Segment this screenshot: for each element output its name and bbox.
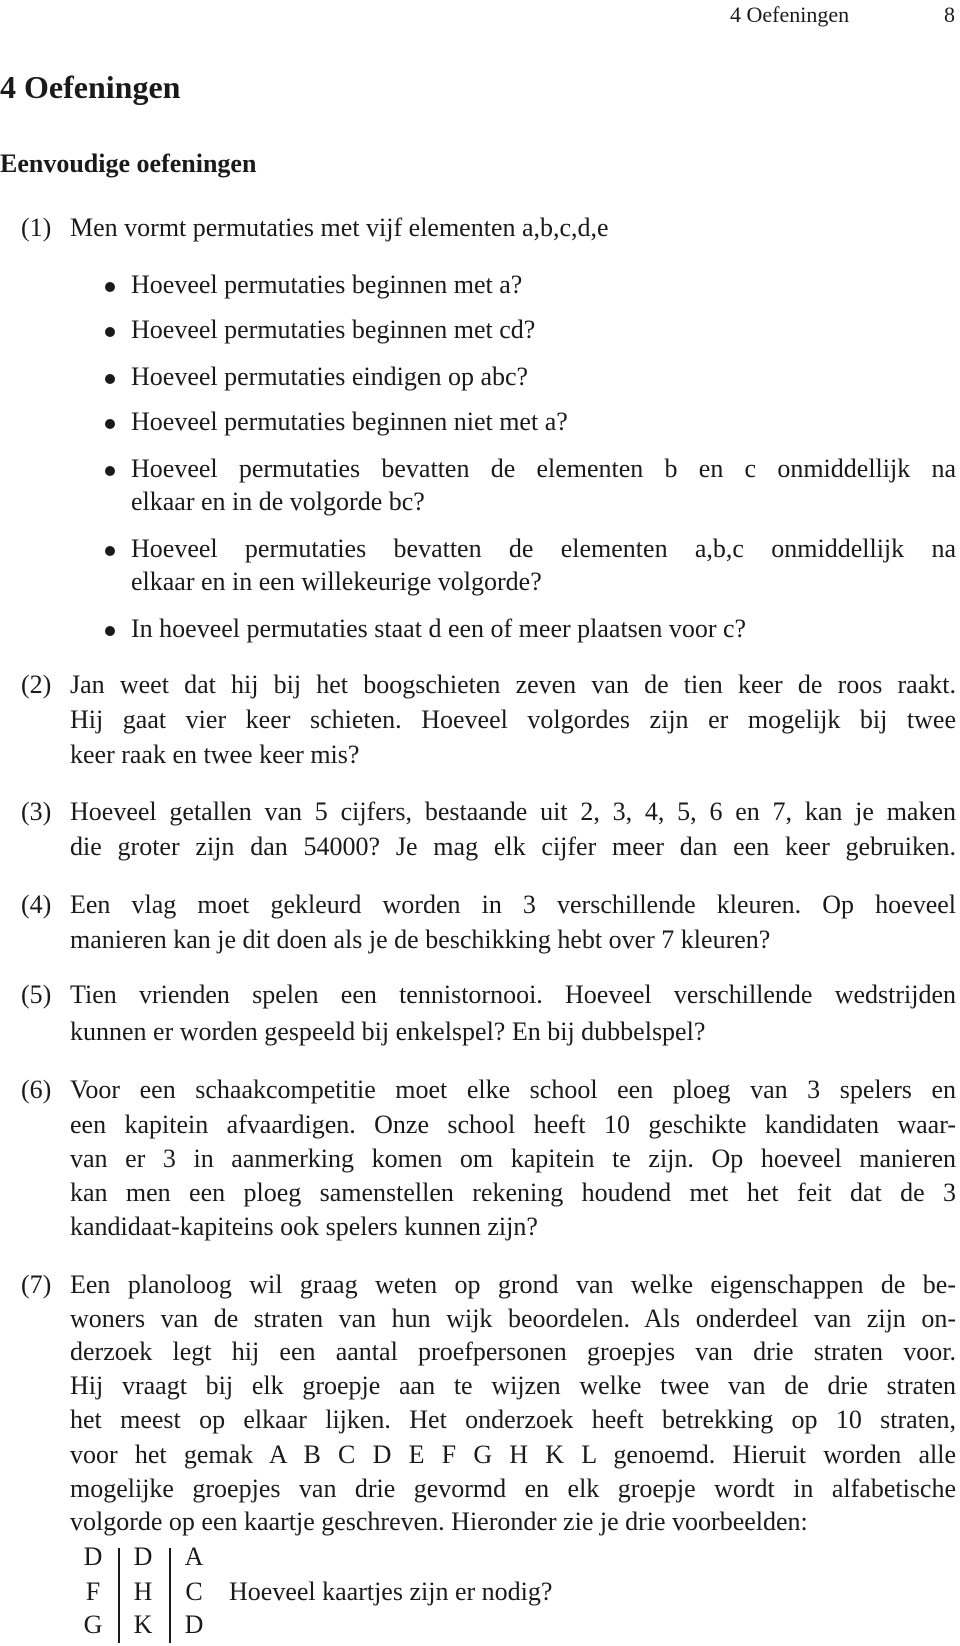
card-cell: D	[184, 1610, 204, 1639]
list-item-text: Hoeveel permutaties beginnen met cd?	[131, 315, 536, 344]
card-cell: A	[184, 1542, 204, 1571]
exercise-text-line: Voor een schaakcompetitie moet elke school een ploeg van 3 spelers en	[70, 1075, 956, 1104]
card-cell: G	[83, 1610, 103, 1639]
exercise-text-line: Een planoloog wil graag weten op grond van welke eigenschappen de be-	[70, 1270, 956, 1299]
exercise-question: Hoeveel kaartjes zijn er nodig?	[229, 1577, 553, 1606]
bullet-icon	[105, 282, 115, 292]
bullet-icon	[105, 327, 115, 337]
section-title: 4 Oefeningen	[0, 69, 181, 105]
list-item-text: Hoeveel permutaties bevatten de elementen a,b,c onmiddellijk na	[131, 534, 956, 563]
list-item-text: Hoeveel permutaties beginnen niet met a?	[131, 407, 568, 436]
exercise-text-line: Een vlag moet gekleurd worden in 3 verschillende kleuren. Op hoeveel	[70, 890, 956, 919]
list-item-text: elkaar en in de volgorde bc?	[131, 487, 425, 516]
list-item-text: Hoeveel permutaties beginnen met a?	[131, 270, 523, 299]
bullet-icon	[105, 546, 115, 556]
card-cell: C	[185, 1577, 203, 1606]
card-divider	[118, 1548, 120, 1643]
exercise-number: (3)	[21, 797, 52, 826]
exercise-text-line: van er 3 in aanmerking komen om kapitein te zijn. Op hoeveel manieren	[70, 1144, 956, 1173]
exercise-number: (5)	[21, 980, 52, 1009]
exercise-text-line: Hij gaat vier keer schieten. Hoeveel volgordes zijn er mogelijk bij twee	[70, 705, 956, 734]
exercise-text-line: manieren kan je dit doen als je de beschikking hebt over 7 kleuren?	[70, 925, 771, 954]
card-divider	[169, 1548, 171, 1643]
exercise-text-line: kunnen er worden gespeeld bij enkelspel? En bij dubbelspel?	[70, 1017, 706, 1046]
card-cell: H	[133, 1577, 153, 1606]
exercise-text-line: Tien vrienden spelen een tennistornooi. Hoeveel verschillende wedstrijden	[70, 980, 956, 1009]
running-header-page-number: 8	[944, 2, 955, 27]
exercise-text-line: woners van de straten van hun wijk beoordelen. Als onderdeel van zijn on-	[70, 1304, 956, 1333]
exercise-number: (6)	[21, 1075, 52, 1104]
list-item-text: elkaar en in een willekeurige volgorde?	[131, 567, 542, 596]
exercise-text-line: keer raak en twee keer mis?	[70, 740, 360, 769]
exercise-number: (1)	[21, 213, 52, 242]
list-item-text: Hoeveel permutaties bevatten de elementen b en c onmiddellijk na	[131, 454, 956, 483]
exercise-text-line: kandidaat-kapiteins ook spelers kunnen zijn?	[70, 1212, 538, 1241]
exercise-text-line: volgorde op een kaartje geschreven. Hieronder zie je drie voorbeelden:	[70, 1507, 808, 1536]
bullet-icon	[105, 374, 115, 384]
card-cell: D	[83, 1542, 103, 1571]
list-item-text: In hoeveel permutaties staat d een of meer plaatsen voor c?	[131, 614, 747, 643]
exercise-number: (7)	[21, 1270, 52, 1299]
card-cell: D	[133, 1542, 153, 1571]
exercise-text-line: die groter zijn dan 54000? Je mag elk cijfer meer dan een keer gebruiken.	[70, 832, 956, 861]
exercise-text-line: het meest op elkaar lijken. Het onderzoek heeft betrekking op 10 straten,	[70, 1405, 956, 1434]
exercise-text-line: Jan weet dat hij bij het boogschieten zeven van de tien keer de roos raakt.	[70, 670, 956, 699]
card-cell: K	[133, 1610, 153, 1639]
exercise-text-line: Hij vraagt bij elk groepje aan te wijzen welke twee van de drie straten	[70, 1371, 956, 1400]
exercise-number: (2)	[21, 670, 52, 699]
exercise-number: (4)	[21, 890, 52, 919]
exercise-text-line: Hoeveel getallen van 5 cijfers, bestaande uit 2, 3, 4, 5, 6 en 7, kan je maken	[70, 797, 956, 826]
list-item-text: Hoeveel permutaties eindigen op abc?	[131, 362, 529, 391]
bullet-icon	[105, 466, 115, 476]
running-header-section: 4 Oefeningen	[730, 2, 850, 27]
card-cell: F	[85, 1577, 101, 1606]
bullet-icon	[105, 626, 115, 636]
exercise-text-line: Men vormt permutaties met vijf elementen a,b,c,d,e	[70, 213, 609, 242]
bullet-icon	[105, 419, 115, 429]
subsection-title: Eenvoudige oefeningen	[0, 149, 257, 178]
exercise-text-line: voor het gemak A B C D E F G H K L genoemd. Hieruit worden alle	[70, 1440, 956, 1469]
exercise-text-line: mogelijke groepjes van drie gevormd en elk groepje wordt in alfabetische	[70, 1474, 956, 1503]
exercise-text-line: kan men een ploeg samenstellen rekening houdend met het feit dat de 3	[70, 1178, 956, 1207]
exercise-text-line: een kapitein afvaardigen. Onze school heeft 10 geschikte kandidaten waar-	[70, 1110, 956, 1139]
exercise-text-line: derzoek legt hij een aantal proefpersonen groepjes van drie straten voor.	[70, 1337, 956, 1366]
